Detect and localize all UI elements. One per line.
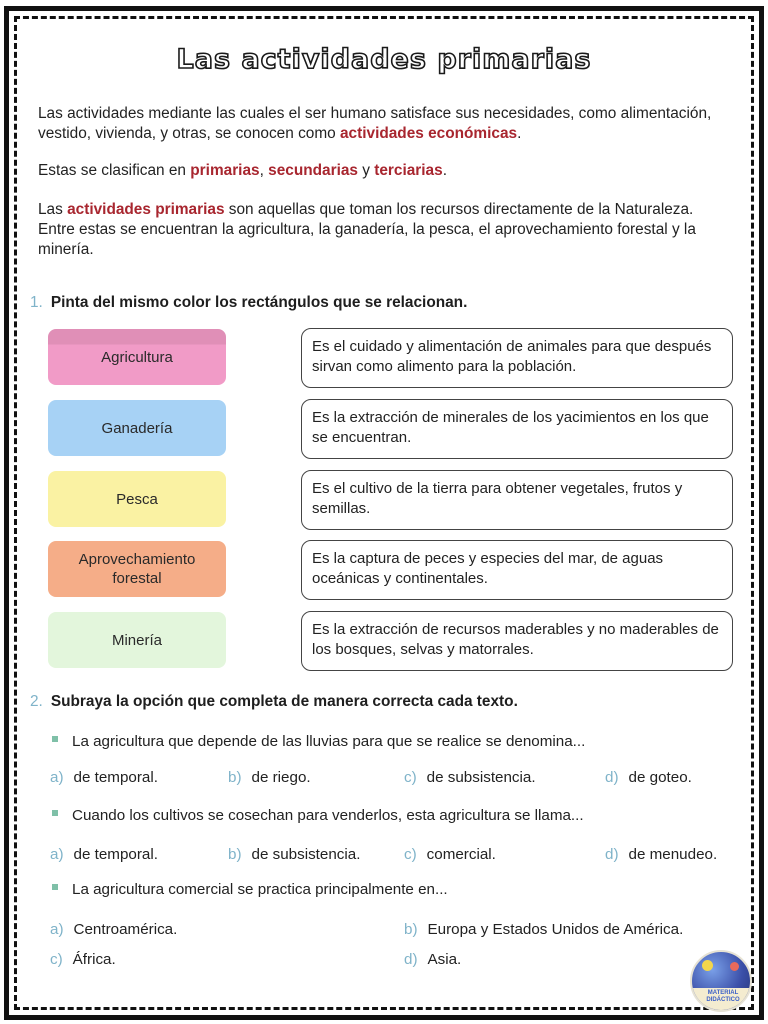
option-text: de subsistencia. [426,769,536,786]
item-3-option-b[interactable] [404,921,683,938]
option-letter: a) [50,846,64,863]
option-letter: c) [404,846,417,863]
item-1-option-b[interactable] [228,769,311,786]
term-label: Ganadería [101,419,173,437]
intro-text: son aquellas que toman los recursos directamente de la Naturaleza. Entre estas se encuentran la agricultura, la ganadería, la pesca, el aprovechamiento forestal y la minería. [38,201,696,258]
option-letter: d) [605,846,619,863]
intro-text: Estas se clasifican en [38,162,191,179]
question-number: 1. [30,294,43,311]
option-letter: a) [50,921,64,938]
question-1-heading [30,294,467,312]
definition-text: Es el cuidado y alimentación de animales para que después sirvan como alimento para la población. [312,338,712,375]
prompt-text: La agricultura comercial se practica principalmente en... [72,881,448,898]
definition-text: Es la captura de peces y especies del mar, de aguas oceánicas y continentales. [312,550,664,587]
option-text: Europa y Estados Unidos de América. [427,921,684,938]
item-2-option-b[interactable] [228,846,360,863]
item-2-option-a[interactable] [50,846,158,863]
item-3-prompt [52,881,448,898]
option-letter: c) [404,769,417,786]
prompt-text: Cuando los cultivos se cosechan para venderlos, esta agricultura se llama... [72,807,584,824]
intro-text: Las [38,201,68,218]
logo-text-line2: DIDÁCTICO [706,997,740,1003]
term-label: Minería [111,631,163,649]
definition-text: Es la extracción de recursos maderables y no maderables de los bosques, selvas y matorrales. [312,621,719,658]
intro-paragraph-primary-activities [38,200,718,260]
item-3-option-a[interactable] [50,921,177,938]
item-3-option-d[interactable] [404,951,461,968]
highlight-primary-activities: actividades primarias [67,201,225,218]
worksheet-title: Las actividades primarias [176,44,592,75]
option-letter: b) [228,846,242,863]
option-text: de goteo. [628,769,692,786]
option-text: África. [72,951,116,968]
planet-icon [730,962,739,971]
item-2-option-d[interactable] [605,846,717,863]
option-text: comercial. [426,846,496,863]
term-box-mineria[interactable] [48,612,226,668]
question-text: Subraya la opción que completa de manera correcta cada texto. [50,693,518,710]
option-text: Asia. [427,951,462,968]
definition-box-3[interactable] [301,470,733,530]
intro-text: y [357,162,375,179]
definition-box-4[interactable] [301,540,733,600]
option-letter: a) [50,769,64,786]
item-1-option-d[interactable] [605,769,692,786]
option-letter: b) [228,769,242,786]
option-text: de subsistencia. [251,846,361,863]
prompt-text: La agricultura que depende de las lluvias para que se realice se denomina... [72,733,586,750]
term-box-agricultura[interactable] [48,329,226,385]
intro-text: . [517,125,522,142]
option-text: de temporal. [73,769,158,786]
item-1-option-c[interactable] [404,769,536,786]
material-didactico-logo [690,950,752,1012]
intro-text: , [259,162,269,179]
question-text: Pinta del mismo color los rectángulos que se relacionan. [50,294,468,311]
option-text: de temporal. [73,846,158,863]
option-letter: c) [50,951,63,968]
definition-box-1[interactable] [301,328,733,388]
highlight-secundarias: secundarias [268,162,358,179]
intro-text: Las actividades mediante las cuales el ser humano satisface sus necesidades, como alimentación, vestido, vivienda, y otras, se conocen como [38,105,712,142]
bullet-square-icon [52,810,58,816]
highlight-primarias: primarias [190,162,260,179]
definition-text: Es el cultivo de la tierra para obtener vegetales, frutos y semillas. [312,480,683,517]
item-1-prompt [52,733,585,750]
term-box-aprovechamiento-forestal[interactable] [48,541,226,597]
item-3-option-c[interactable] [50,951,116,968]
term-box-pesca[interactable] [48,471,226,527]
option-letter: d) [605,769,619,786]
term-label: Aprovechamiento forestal [78,551,196,587]
item-2-prompt [52,807,584,824]
definition-box-5[interactable] [301,611,733,671]
bullet-square-icon [52,884,58,890]
item-2-option-c[interactable] [404,846,496,863]
question-number: 2. [30,693,43,710]
term-label: Agricultura [101,348,173,366]
question-2-heading [30,693,518,711]
highlight-terciarias: terciarias [374,162,443,179]
definition-text: Es la extracción de minerales de los yacimientos en los que se encuentran. [312,409,709,446]
definition-box-2[interactable] [301,399,733,459]
highlight-economic-activities: actividades económicas [339,125,518,142]
bullet-square-icon [52,736,58,742]
term-box-ganaderia[interactable] [48,400,226,456]
option-text: de menudeo. [628,846,718,863]
intro-paragraph-economic-activities [38,104,718,144]
planet-icon [702,960,713,971]
item-1-option-a[interactable] [50,769,158,786]
option-text: Centroamérica. [73,921,178,938]
logo-label [692,990,752,1004]
intro-text: . [442,162,447,179]
option-text: de riego. [251,769,311,786]
option-letter: d) [404,951,418,968]
option-letter: b) [404,921,418,938]
intro-paragraph-classification [38,161,718,181]
logo-text-line1: MATERIAL [707,990,739,996]
term-label: Pesca [116,490,158,508]
